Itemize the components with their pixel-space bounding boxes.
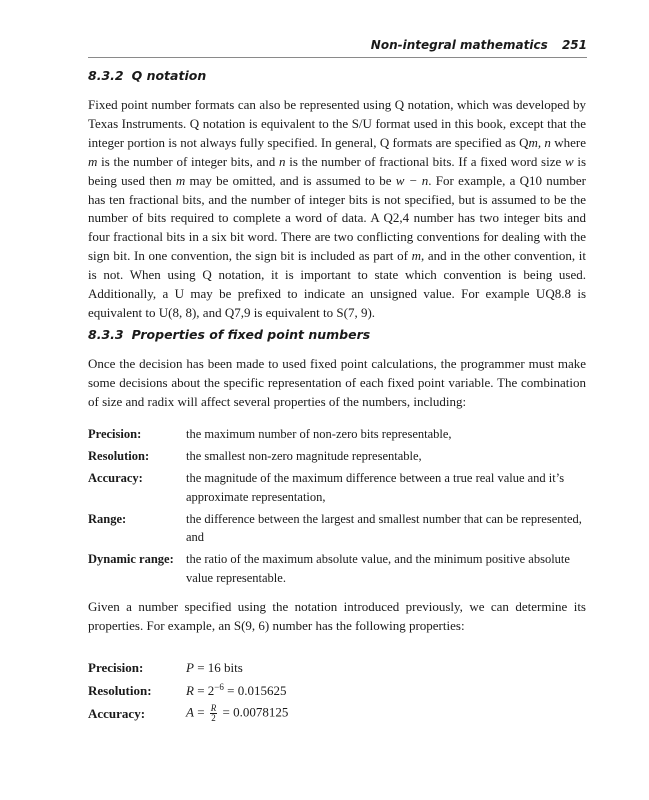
math-text: =	[193, 704, 208, 720]
fraction-numerator: R	[210, 703, 217, 713]
property-term: Precision:	[88, 659, 144, 675]
section-number: 8.3.3	[88, 327, 124, 342]
definition-term: Resolution:	[88, 449, 150, 463]
definition-desc: the magnitude of the maximum difference between a true real value and it’s approximate representation,	[186, 471, 565, 504]
running-title: Non-integral mathematics	[370, 38, 548, 52]
definition-item	[88, 510, 586, 547]
math-var: n	[279, 153, 286, 169]
example-precision	[88, 656, 388, 679]
definition-desc: the difference between the largest and smallest number that can be represented, and	[186, 511, 582, 544]
definition-item	[88, 425, 586, 444]
math-text: = 0.0078125	[219, 704, 289, 720]
q-notation-paragraph	[88, 96, 586, 323]
property-value	[186, 683, 286, 699]
text-run: , and in the other convention, it is not. When using Q notation, it is important to state which convention is being used. Additionally, a U may be prefixed to indicate an unsigned value. For example UQ8.8 is equivalent to U(8, 8), and Q7,9 is equivalent to S(7, 9).	[88, 248, 586, 320]
fraction-denominator: 2	[211, 713, 216, 723]
definition-item	[88, 469, 586, 506]
text-run: Fixed point number formats can also be represented using Q notation, which was developed by Texas Instruments. Q notation is equivalent to the S/U format used in this book, except that the integer portion is not always fully specified. In general, Q formats are specified as Q	[88, 97, 586, 150]
property-value	[186, 704, 288, 723]
definition-desc: the maximum number of non-zero bits representable,	[186, 427, 452, 441]
definition-item	[88, 550, 586, 587]
section-heading-832	[88, 68, 206, 83]
properties-intro-paragraph: Once the decision has been made to used fixed point calculations, the programmer must make some decisions about the specific representation of each fixed point variable. The combination of size and radix will affect several properties of the numbers, including:	[88, 356, 586, 409]
section-title: Q notation	[131, 68, 207, 83]
math-exponent: −6	[214, 681, 224, 692]
given-number-paragraph: Given a number specified using the notation introduced previously, we can determine its properties. For example, an S(9, 6) number has the following properties:	[88, 599, 586, 633]
text-run: where	[550, 134, 586, 150]
math-var: R	[186, 682, 194, 698]
definition-desc: the smallest non-zero magnitude representable,	[186, 449, 422, 463]
math-text: = 2	[193, 682, 215, 698]
definition-list	[88, 425, 586, 591]
math-var: m	[411, 248, 421, 264]
text-run: is being used then	[88, 153, 586, 188]
text-run: may be omitted, and is assumed to be	[185, 172, 396, 188]
math-text: = 16 bits	[193, 659, 243, 675]
text-run: is the number of integer bits, and	[97, 153, 280, 169]
running-header	[88, 38, 587, 58]
property-term: Accuracy:	[88, 705, 146, 721]
definition-term: Range:	[88, 511, 127, 526]
example-resolution	[88, 679, 388, 702]
fraction	[210, 704, 218, 723]
property-value	[186, 660, 243, 676]
math-var: m	[88, 153, 98, 169]
math-text: = 0.015625	[223, 682, 287, 698]
section-title: Properties of fixed point numbers	[131, 327, 371, 342]
definition-term: Precision:	[88, 427, 142, 441]
math-expr: w − n	[395, 172, 429, 188]
page-number: 251	[561, 38, 587, 52]
property-term: Resolution:	[88, 682, 152, 698]
definition-desc: the ratio of the maximum absolute value, and the minimum positive absolute value representable.	[186, 552, 570, 585]
section-number: 8.3.2	[88, 68, 124, 83]
definition-item	[88, 447, 586, 466]
example-properties	[88, 656, 388, 725]
text-run: . For example, a Q10 number has ten fractional bits, and the number of integer bits is not specified, but is assumed to be the number of bits required to complete a word of data. A Q2,4 number has two integer bits and four fractional bits in a six bit word. There are two conflicting conventions for dealing with the sign bit. In one convention, the sign bit is included as part of	[88, 172, 587, 264]
math-var: w	[564, 153, 574, 169]
section-heading-833	[88, 327, 370, 342]
definition-term: Dynamic range:	[88, 552, 174, 566]
math-var: A	[186, 704, 194, 720]
definition-term: Accuracy:	[88, 471, 143, 485]
math-var: m	[175, 172, 186, 188]
text-run: is the number of fractional bits. If a fixed word size	[285, 153, 565, 169]
math-var: m, n	[528, 134, 551, 150]
math-var: P	[186, 659, 194, 675]
example-accuracy	[88, 702, 388, 725]
